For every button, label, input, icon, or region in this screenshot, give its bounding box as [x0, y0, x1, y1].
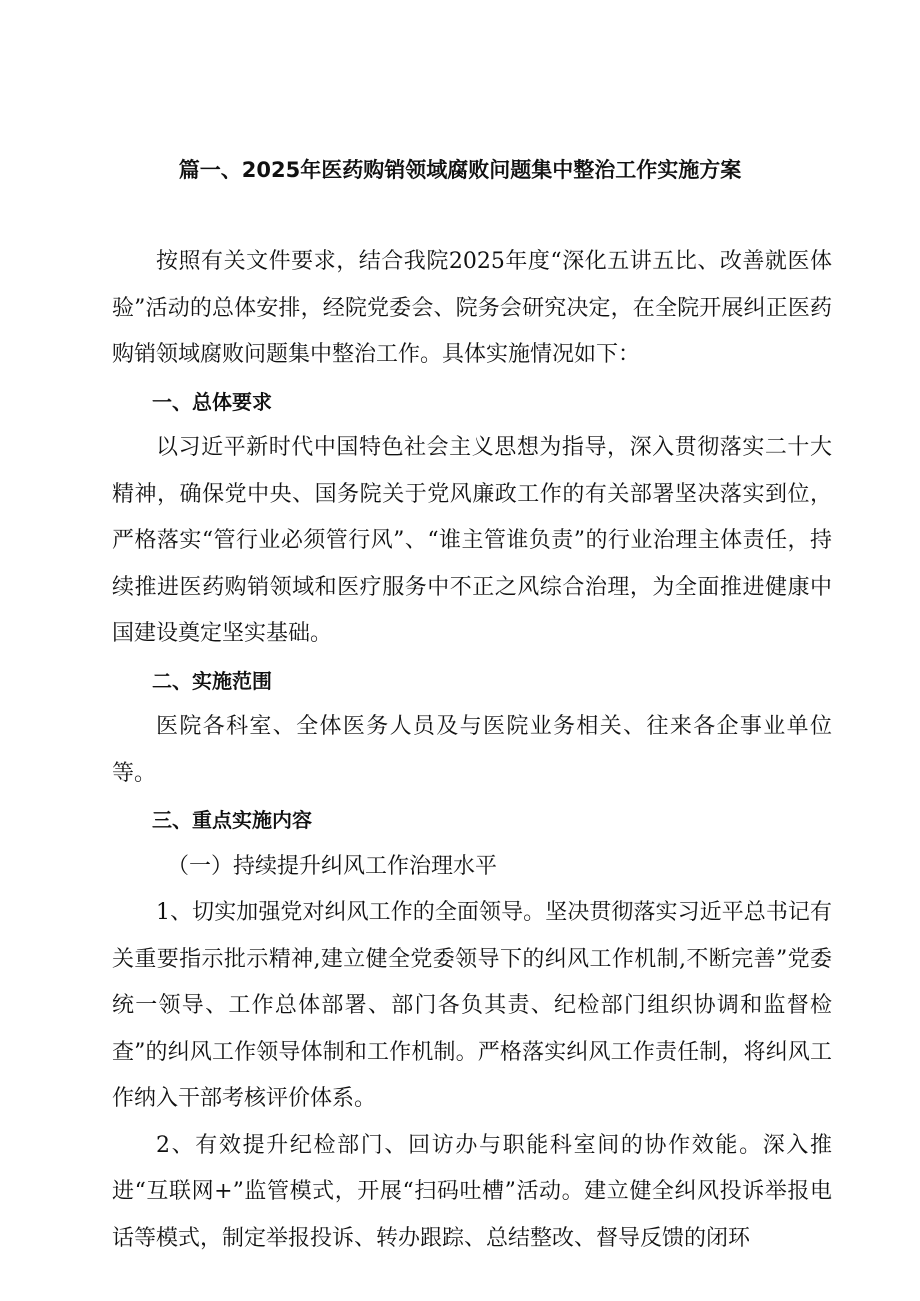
subsection-heading-1: （一）持续提升纠风工作治理水平	[167, 853, 498, 879]
item-1-paragraph: 1、切实加强党对纠风工作的全面领导。坚决贯彻落实习近平总书记有关重要指示批示精神,建立健全党委领导下的纠风工作机制,不断完善”党委统一领导、工作总体部署、部门各负其责、纪检部门组织协调和监督检查”的纠风工作领导体制和工作机制。严格落实纠风工作责任制，将纠风工作纳入干部考核评价体系。	[112, 900, 832, 1111]
document-title: 篇一、2025年医药购销领域腐败问题集中整治工作实施方案	[178, 158, 742, 182]
section-heading-general-requirements: 一、总体要求	[152, 389, 272, 414]
scope-paragraph: 医院各科室、全体医务人员及与医院业务相关、往来各企事业单位等。	[112, 714, 832, 786]
intro-paragraph: 按照有关文件要求，结合我院2025年度“深化五讲五比、改善就医体验”活动的总体安排，经院党委会、院务会研究决定，在全院开展纠正医药购销领域腐败问题集中整治工作。具体实施情况如下：	[112, 249, 832, 367]
general-requirements-paragraph: 以习近平新时代中国特色社会主义思想为指导，深入贯彻落实二十大精神，确保党中央、国务院关于党风廉政工作的有关部署坚决落实到位，严格落实“管行业必须管行风”、“谁主管谁负责”的行业治理主体责任，持续推进医药购销领域和医疗服务中不正之风综合治理，为全面推进健康中国建设奠定坚实基础。	[112, 435, 832, 646]
item-2-paragraph: 2、有效提升纪检部门、回访办与职能科室间的协作效能。深入推进“互联网+”监管模式，开展“扫码吐槽”活动。建立健全纠风投诉举报电话等模式，制定举报投诉、转办跟踪、总结整改、督导反馈的闭环	[112, 1132, 832, 1251]
section-heading-key-content: 三、重点实施内容	[152, 808, 312, 832]
section-heading-scope: 二、实施范围	[152, 668, 272, 693]
document-body	[112, 239, 832, 1262]
